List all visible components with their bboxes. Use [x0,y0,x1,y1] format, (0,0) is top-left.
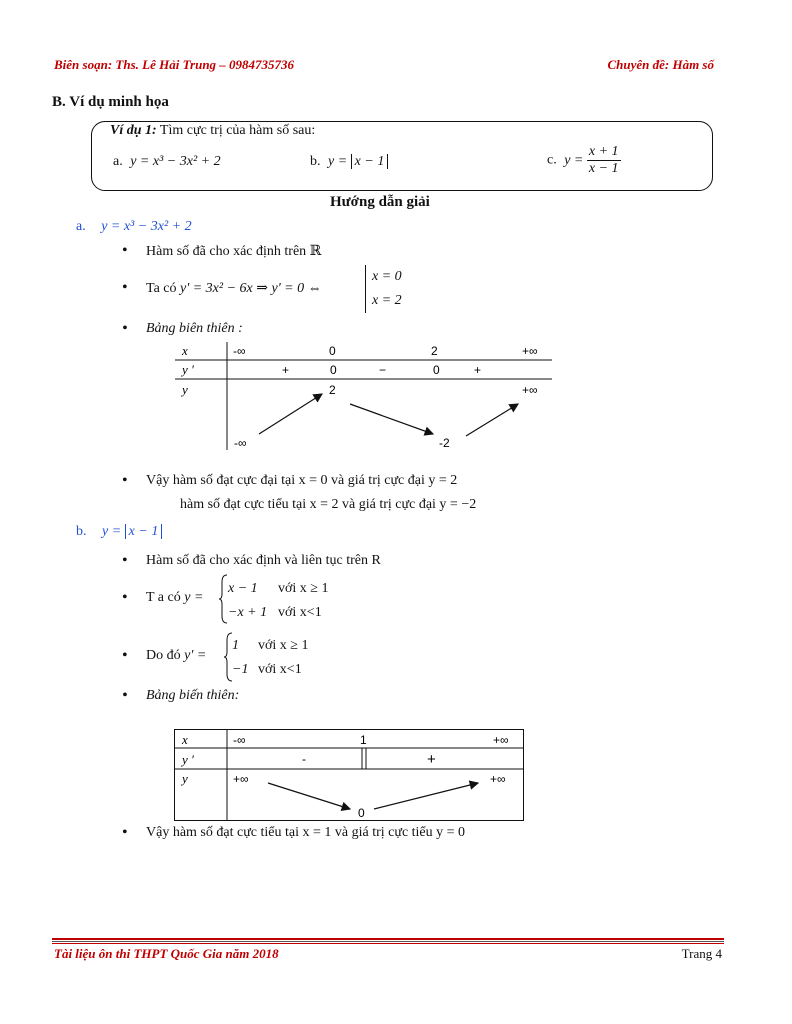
part-b-piecewise-lhs: y = [184,590,204,605]
example-c-lhs: y = [564,152,584,168]
table-b-x-0: -∞ [233,733,246,747]
table-a-row-y: y [182,382,188,397]
table-a-y-2: -2 [439,436,450,450]
table-a-row-yprime: y ' [182,362,194,377]
page-number: Trang 4 [681,946,722,961]
part-b-bullet-derivative [146,648,206,664]
table-a-yp-3: 0 [433,363,440,377]
table-a-y-1: 2 [329,383,336,397]
example-a-label: a. [113,154,123,169]
section-title: B. Ví dụ minh họa [52,94,169,110]
footer-title: Tài liệu ôn thi THPT Quốc Gia năm 2018 [54,946,279,961]
part-b-heading [76,524,162,540]
table-a-arrow-up-2 [466,404,518,436]
part-a-expr: y = x³ − 3x² + 2 [101,219,192,234]
part-b-case-2-expr: −x + 1 [228,605,268,620]
solution-title: Hướng dẫn giải [330,194,430,210]
table-a-x-2: 2 [431,344,438,358]
part-b-piecewise-text: T a có [146,590,185,605]
part-b-derivative-text: Do đó [146,648,185,663]
table-b-row-y: y [182,771,188,786]
part-b-conclusion: • Vậy hàm số đạt cực tiểu tại x = 1 và giá trị cực tiểu y = 0 [146,825,465,841]
header-author: Biên soạn: Ths. Lê Hải Trung – 0984735736 [54,57,295,72]
example-a [113,154,221,170]
table-b-x-2: +∞ [493,733,509,747]
table-a-yp-0: + [282,363,290,377]
footer-rule-mid [52,941,724,942]
part-a-heading [76,219,192,235]
table-b-arrow-up [374,783,478,809]
part-b-label: b. [76,524,87,539]
part-b-abs: x − 1 [125,524,163,539]
part-a-label: a. [76,219,86,234]
part-a-roots-bracket [365,265,402,313]
part-b-dcase-2-expr: −1 [232,662,249,677]
part-a-root-1: x = 0 [372,269,402,284]
part-b-dcase-2-cond: với x<1 [258,662,302,677]
table-b-x-1: 1 [360,733,367,747]
table-b-y-0: +∞ [233,772,249,786]
table-b-y-1: 0 [358,806,365,820]
example-b-lhs: y = [328,154,348,169]
part-b-derivative-cases [232,634,308,682]
example-question: Tìm cực trị của hàm số sau: [156,123,316,138]
table-a-yp-1: 0 [330,363,337,377]
table-b-yp-1: + [427,751,436,768]
part-a-bullet-derivative [146,280,322,297]
part-b-dcase-1-expr: 1 [232,638,239,653]
example-c [547,144,621,177]
table-b-y-2: +∞ [490,772,506,786]
example-b [310,154,388,170]
table-a-row-x: x [182,343,188,358]
part-b-piecewise-cases [228,577,328,625]
part-b-case-1-expr: x − 1 [228,581,258,596]
part-a-bullet-table-title: • Bảng biên thiên : [146,321,243,337]
table-b-arrow-down [268,783,350,809]
table-a-x-3: +∞ [522,344,538,358]
part-a-derivative-text: Ta có [146,281,181,296]
part-b-bullet-domain: • Hàm số đã cho xác định và liên tục trên R [146,553,381,569]
example-prompt [110,123,315,139]
part-a-variation-table [170,338,560,458]
example-c-numerator: x + 1 [588,144,619,159]
example-c-denominator: x − 1 [588,161,619,176]
footer-rule-top [52,938,724,940]
part-b-derivative-lhs: y' = [184,648,207,663]
part-b-dcase-1-cond: với x ≥ 1 [258,638,309,653]
part-b-bullet-table-title: • Bảng biến thiên: [146,688,239,704]
table-b-row-yprime: y ' [182,752,194,767]
example-a-expr: y = x³ − 3x² + 2 [130,154,221,169]
table-a-x-0: -∞ [233,344,246,358]
table-a-yp-4: + [474,363,482,377]
part-b-case-2-cond: với x<1 [278,605,322,620]
part-a-bullet-domain: • Hàm số đã cho xác định trên ℝ [146,243,321,260]
example-label: Ví dụ 1: [110,123,157,138]
part-b-bullet-piecewise [146,590,203,606]
part-b-variation-table [174,729,526,823]
footer-rule-bottom [52,943,724,944]
table-a-arrow-up-1 [259,394,322,434]
example-b-label: b. [310,154,321,169]
table-a-yp-2: − [379,363,387,377]
table-a-y-3: +∞ [522,383,538,397]
example-c-label: c. [547,152,557,168]
part-b-brace-1 [218,574,228,624]
part-a-conclusion-1: • Vậy hàm số đạt cực đại tại x = 0 và giá trị cực đại y = 2 [146,473,457,489]
table-b-yp-0: - [302,752,306,766]
table-b-row-x: x [182,732,188,747]
part-a-conclusion-2: hàm số đạt cực tiểu tại x = 2 và giá trị cực đại y = −2 [180,497,477,512]
part-b-lhs: y = [102,524,122,539]
table-a-arrow-down [350,404,433,434]
part-a-root-2: x = 2 [372,293,402,308]
example-c-fraction [587,144,621,177]
example-b-abs: x − 1 [351,154,389,169]
part-b-case-1-cond: với x ≥ 1 [278,581,329,596]
header-topic: Chuyên đề: Hàm số [607,57,714,72]
table-a-y-0: -∞ [234,436,247,450]
part-a-derivative-math: y' = 3x² − 6x ⇒ y' = 0 ⇔ [180,281,322,296]
table-a-x-1: 0 [329,344,336,358]
